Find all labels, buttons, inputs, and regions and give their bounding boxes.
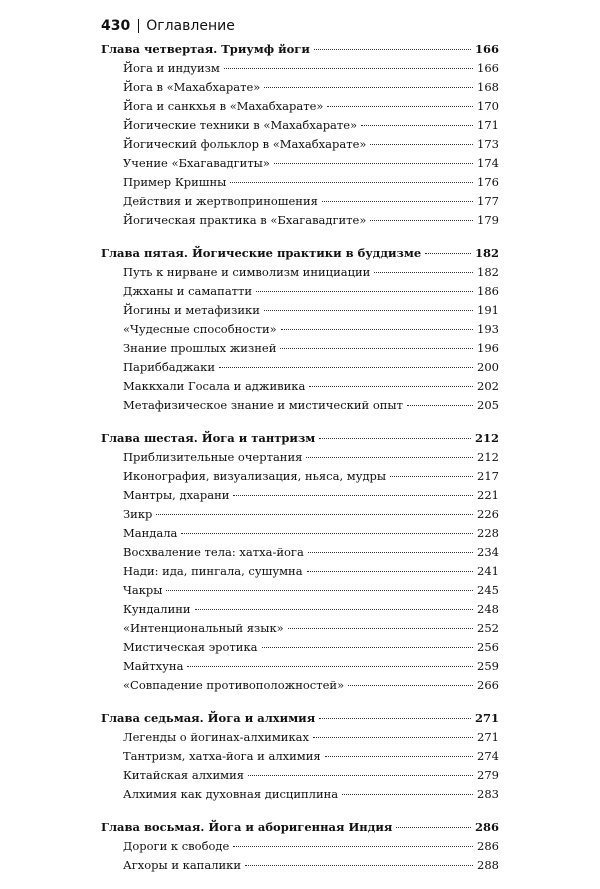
- toc-entry[interactable]: [101, 97, 499, 116]
- dot-leader: [314, 49, 471, 50]
- toc-entry[interactable]: [101, 505, 499, 524]
- dot-leader: [233, 495, 473, 496]
- toc-entry-title: Йога в «Махабхарате»: [123, 80, 261, 94]
- dot-leader: [288, 628, 473, 629]
- toc-entry-title: Китайская алхимия: [123, 768, 245, 782]
- toc-entry-page: 288: [477, 858, 499, 872]
- toc-entry-page: 196: [477, 341, 499, 355]
- toc-entry[interactable]: [101, 657, 499, 676]
- dot-leader: [156, 514, 473, 515]
- toc-entry[interactable]: [101, 78, 499, 97]
- header-divider: [138, 19, 139, 33]
- toc-entry-title: «Совпадение противоположностей»: [123, 678, 345, 692]
- toc-entry[interactable]: [101, 192, 499, 211]
- toc-entry-page: 176: [477, 175, 499, 189]
- toc-entry-title: Иконография, визуализация, ньяса, мудры: [123, 469, 387, 483]
- chapter-heading-page: 166: [474, 42, 499, 56]
- toc-entry-title: Маккхали Госала и адживика: [123, 379, 306, 393]
- toc-entry[interactable]: [101, 728, 499, 747]
- toc-entry-page: 212: [477, 450, 499, 464]
- toc-entry-title: Майтхуна: [123, 659, 184, 673]
- dot-leader: [264, 310, 473, 311]
- toc-entry-title: Йогические техники в «Махабхарате»: [123, 118, 358, 132]
- chapter-heading-title: Глава шестая. Йога и тантризм: [101, 431, 316, 445]
- toc-entry-title: Зикр: [123, 507, 153, 521]
- dot-leader: [390, 476, 473, 477]
- toc-entry[interactable]: [101, 448, 499, 467]
- toc-entry[interactable]: [101, 524, 499, 543]
- toc-entry[interactable]: [101, 173, 499, 192]
- toc-entry-title: «Интенциональный язык»: [123, 621, 284, 635]
- toc-entry[interactable]: [101, 282, 499, 301]
- dot-leader: [370, 144, 473, 145]
- dot-leader: [181, 533, 473, 534]
- toc-entry-page: 205: [477, 398, 499, 412]
- toc-entry-page: 252: [477, 621, 499, 635]
- dot-leader: [166, 590, 473, 591]
- toc-entry-title: Легенды о йогинах-алхимиках: [123, 730, 309, 744]
- dot-leader: [281, 329, 473, 330]
- toc-entry-page: 173: [477, 137, 499, 151]
- toc-entry[interactable]: [101, 396, 499, 415]
- toc-entry[interactable]: [101, 211, 499, 230]
- toc-entry-page: 170: [477, 99, 499, 113]
- dot-leader: [342, 794, 473, 795]
- chapter-heading-title: Глава четвертая. Триумф йоги: [101, 42, 310, 56]
- toc-entry-title: Алхимия как духовная дисциплина: [123, 787, 339, 801]
- dot-leader: [361, 125, 473, 126]
- toc-entry-page: 245: [477, 583, 499, 597]
- toc-entry-page: 279: [477, 768, 499, 782]
- dot-leader: [245, 865, 473, 866]
- chapter-heading-title: Глава седьмая. Йога и алхимия: [101, 711, 316, 725]
- toc-entry-page: 228: [477, 526, 499, 540]
- dot-leader: [319, 438, 471, 439]
- dot-leader: [425, 253, 471, 254]
- toc-entry-page: 256: [477, 640, 499, 654]
- toc-entry[interactable]: [101, 116, 499, 135]
- section-title: Оглавление: [146, 18, 235, 34]
- toc-entry-page: 274: [477, 749, 499, 763]
- dot-leader: [309, 386, 473, 387]
- chapter-heading-page: 286: [474, 820, 499, 834]
- toc-entry-page: 221: [477, 488, 499, 502]
- toc-entry[interactable]: [101, 619, 499, 638]
- toc-entry-title: Мистическая эротика: [123, 640, 258, 654]
- dot-leader: [313, 737, 473, 738]
- toc-entry-title: Приблизительные очертания: [123, 450, 303, 464]
- dot-leader: [233, 846, 473, 847]
- chapter-block: [101, 244, 499, 415]
- toc-entry-page: 226: [477, 507, 499, 521]
- dot-leader: [224, 68, 473, 69]
- toc-entry[interactable]: [101, 358, 499, 377]
- toc-entry-page: 248: [477, 602, 499, 616]
- toc-entry-page: 191: [477, 303, 499, 317]
- dot-leader: [187, 666, 473, 667]
- chapter-block: [101, 40, 499, 230]
- toc-entry-title: Восхваление тела: хатха-йога: [123, 545, 304, 559]
- chapter-heading[interactable]: [101, 244, 499, 263]
- dot-leader: [348, 685, 473, 686]
- toc-entry-title: Йогическая практика в «Бхагавадгите»: [123, 213, 367, 227]
- toc-entry-page: 202: [477, 379, 499, 393]
- page-number: 430: [101, 18, 131, 34]
- toc-entry-page: 241: [477, 564, 499, 578]
- toc-entry-page: 217: [477, 469, 499, 483]
- chapter-heading[interactable]: [101, 709, 499, 728]
- dot-leader: [195, 609, 473, 610]
- chapter-heading[interactable]: [101, 429, 499, 448]
- toc-entry-page: 166: [477, 61, 499, 75]
- dot-leader: [230, 182, 473, 183]
- toc-entry[interactable]: [101, 785, 499, 804]
- toc-entry-title: Мантры, дхарани: [123, 488, 230, 502]
- chapter-heading[interactable]: [101, 818, 499, 837]
- toc-entry-page: 193: [477, 322, 499, 336]
- toc-entry-title: «Чудесные способности»: [123, 322, 277, 336]
- toc-entry-page: 234: [477, 545, 499, 559]
- toc-entry[interactable]: [101, 600, 499, 619]
- toc-entry-page: 179: [477, 213, 499, 227]
- dot-leader: [280, 348, 473, 349]
- toc-entry[interactable]: [101, 320, 499, 339]
- toc-entry-title: Действия и жертвоприношения: [123, 194, 318, 208]
- toc-entry[interactable]: [101, 766, 499, 785]
- chapter-heading-page: 182: [474, 246, 499, 260]
- dot-leader: [274, 163, 473, 164]
- toc-entry[interactable]: [101, 467, 499, 486]
- toc-entry-page: 174: [477, 156, 499, 170]
- dot-leader: [407, 405, 473, 406]
- toc-entry-title: Йогический фольклор в «Махабхарате»: [123, 137, 367, 151]
- toc-entry[interactable]: [101, 154, 499, 173]
- chapter-heading-page: 212: [474, 431, 499, 445]
- toc-entry-title: Йогины и метафизики: [123, 303, 260, 317]
- running-header: [101, 18, 235, 34]
- chapter-heading-title: Глава восьмая. Йога и аборигенная Индия: [101, 820, 393, 834]
- toc-entry-title: Тантризм, хатха-йога и алхимия: [123, 749, 321, 763]
- dot-leader: [319, 718, 471, 719]
- toc-entry-title: Джханы и самапатти: [123, 284, 253, 298]
- toc-entry-title: Нади: ида, пингала, сушумна: [123, 564, 303, 578]
- toc-entry-page: 259: [477, 659, 499, 673]
- toc-entry[interactable]: [101, 837, 499, 856]
- dot-leader: [256, 291, 473, 292]
- toc-entry[interactable]: [101, 377, 499, 396]
- toc-entry-title: Дороги к свободе: [123, 839, 230, 853]
- toc-entry-title: Агхоры и капалики: [123, 858, 242, 872]
- toc-entry[interactable]: [101, 856, 499, 875]
- dot-leader: [219, 367, 473, 368]
- toc-entry-page: 200: [477, 360, 499, 374]
- dot-leader: [307, 571, 473, 572]
- toc-entry-page: 283: [477, 787, 499, 801]
- table-of-contents: [101, 40, 499, 889]
- toc-entry-title: Мандала: [123, 526, 178, 540]
- dot-leader: [325, 756, 473, 757]
- toc-entry[interactable]: [101, 301, 499, 320]
- toc-entry-page: 177: [477, 194, 499, 208]
- toc-entry-page: 186: [477, 284, 499, 298]
- dot-leader: [248, 775, 473, 776]
- toc-entry-title: Йога и индуизм: [123, 61, 220, 75]
- toc-entry[interactable]: [101, 676, 499, 695]
- toc-entry[interactable]: [101, 543, 499, 562]
- toc-entry[interactable]: [101, 59, 499, 78]
- dot-leader: [264, 87, 473, 88]
- dot-leader: [370, 220, 473, 221]
- dot-leader: [322, 201, 473, 202]
- dot-leader: [396, 827, 471, 828]
- chapter-heading-title: Глава пятая. Йогические практики в буддизме: [101, 246, 422, 260]
- dot-leader: [306, 457, 473, 458]
- toc-entry[interactable]: [101, 562, 499, 581]
- toc-entry[interactable]: [101, 486, 499, 505]
- toc-entry-page: 286: [477, 839, 499, 853]
- chapter-block: [101, 429, 499, 695]
- dot-leader: [374, 272, 473, 273]
- chapter-block: [101, 818, 499, 875]
- chapter-block: [101, 709, 499, 804]
- toc-entry-title: Знание прошлых жизней: [123, 341, 277, 355]
- chapter-heading-page: 271: [474, 711, 499, 725]
- toc-entry-title: Учение «Бхагавадгиты»: [123, 156, 270, 170]
- toc-entry-page: 168: [477, 80, 499, 94]
- dot-leader: [308, 552, 473, 553]
- toc-entry-page: 171: [477, 118, 499, 132]
- toc-entry-page: 182: [477, 265, 499, 279]
- toc-entry[interactable]: [101, 263, 499, 282]
- toc-entry-title: Кундалини: [123, 602, 191, 616]
- toc-entry[interactable]: [101, 135, 499, 154]
- toc-entry-page: 266: [477, 678, 499, 692]
- dot-leader: [262, 647, 473, 648]
- toc-entry-page: 271: [477, 730, 499, 744]
- toc-entry-title: Пример Кришны: [123, 175, 227, 189]
- toc-entry[interactable]: [101, 339, 499, 358]
- toc-entry-title: Чакры: [123, 583, 163, 597]
- toc-entry-title: Париббаджаки: [123, 360, 215, 374]
- dot-leader: [327, 106, 473, 107]
- toc-entry[interactable]: [101, 638, 499, 657]
- toc-entry-title: Метафизическое знание и мистический опыт: [123, 398, 403, 412]
- toc-entry[interactable]: [101, 581, 499, 600]
- toc-entry-title: Йога и санкхья в «Махабхарате»: [123, 99, 324, 113]
- toc-entry-title: Путь к нирване и символизм инициации: [123, 265, 371, 279]
- chapter-heading[interactable]: [101, 40, 499, 59]
